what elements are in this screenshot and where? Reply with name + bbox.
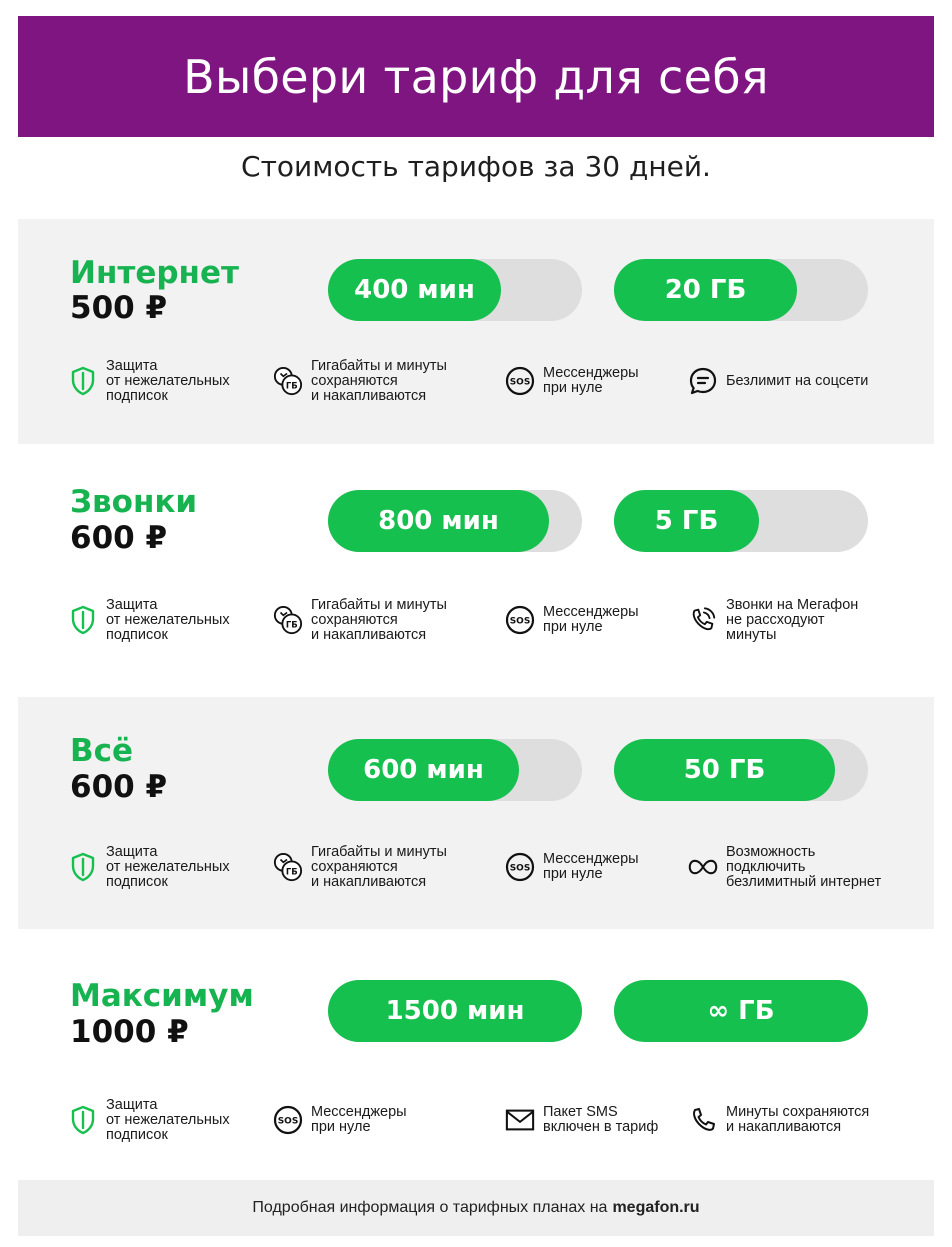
feature-text: Мессенджеры при нуле <box>543 851 639 882</box>
sos-icon <box>505 366 535 396</box>
gb-minutes-icon <box>273 605 303 635</box>
phone-icon <box>688 1105 718 1135</box>
plan-name: Интернет <box>70 255 239 291</box>
plan-card <box>18 697 934 929</box>
svg-text:SOS: SOS <box>509 863 531 874</box>
footer <box>18 1180 934 1236</box>
feature-text: Мессенджеры при нуле <box>543 604 639 635</box>
feature-text: Возможность подключить безлимитный интернет <box>726 843 882 890</box>
sos-icon <box>505 605 535 635</box>
feature-text: Мессенджеры при нуле <box>311 1104 407 1135</box>
minutes-bar <box>328 980 582 1042</box>
envelope-icon <box>505 1105 535 1135</box>
data-bar-fill: 20 ГБ <box>614 259 797 321</box>
feature-item <box>688 590 928 650</box>
feature-item <box>273 837 498 897</box>
minutes-bar <box>328 490 582 552</box>
shield-icon <box>68 605 98 635</box>
feature-item <box>505 590 685 650</box>
feature-item <box>68 590 268 650</box>
data-bar <box>614 980 868 1042</box>
plan-price: 600 ₽ <box>70 520 168 556</box>
shield-icon <box>68 1105 98 1135</box>
feature-item <box>505 351 685 411</box>
minutes-bar-fill: 400 мин <box>328 259 501 321</box>
feature-text: Звонки на Мегафон не рассходуют минуты <box>726 596 859 643</box>
minutes-bar <box>328 739 582 801</box>
gb-minutes-icon <box>273 366 303 396</box>
svg-text:ГБ: ГБ <box>285 380 298 391</box>
feature-item <box>505 837 685 897</box>
feature-text: Защита от нежелательных подписок <box>106 1096 230 1143</box>
plan-name: Максимум <box>70 978 254 1014</box>
header-banner <box>18 16 934 137</box>
feature-item <box>505 1090 685 1150</box>
plan-name: Всё <box>70 733 134 769</box>
plan-card <box>18 940 934 1176</box>
subtitle: Стоимость тарифов за 30 дней. <box>241 150 711 183</box>
minutes-bar-fill: 600 мин <box>328 739 519 801</box>
infinity-icon <box>688 852 718 882</box>
gb-minutes-icon <box>273 852 303 882</box>
sos-icon <box>273 1105 303 1135</box>
phone-ringing-icon <box>688 605 718 635</box>
plan-price: 500 ₽ <box>70 290 168 326</box>
chat-bubble-icon <box>688 366 718 396</box>
data-bar <box>614 259 868 321</box>
feature-item <box>273 351 498 411</box>
page-title: Выбери тариф для себя <box>183 49 769 104</box>
feature-text: Безлимит на соцсети <box>726 372 869 389</box>
minutes-bar-fill: 1500 мин <box>328 980 582 1042</box>
feature-text: Защита от нежелательных подписок <box>106 843 230 890</box>
feature-item <box>273 590 498 650</box>
svg-text:SOS: SOS <box>509 616 531 627</box>
feature-item <box>68 837 268 897</box>
plan-card <box>18 219 934 444</box>
minutes-bar-fill: 800 мин <box>328 490 549 552</box>
svg-text:ГБ: ГБ <box>285 866 298 877</box>
data-bar-fill: ∞ ГБ <box>614 980 868 1042</box>
feature-item <box>688 351 928 411</box>
plan-price: 600 ₽ <box>70 769 168 805</box>
data-bar-fill: 5 ГБ <box>614 490 759 552</box>
shield-icon <box>68 852 98 882</box>
feature-item <box>68 1090 268 1150</box>
feature-text: Гигабайты и минуты сохраняются и накапливаются <box>311 357 447 404</box>
sos-icon <box>505 852 535 882</box>
plan-card <box>18 450 934 690</box>
feature-text: Гигабайты и минуты сохраняются и накапливаются <box>311 596 447 643</box>
plan-name: Звонки <box>70 484 198 520</box>
plan-price: 1000 ₽ <box>70 1014 189 1050</box>
data-bar <box>614 490 868 552</box>
feature-item <box>273 1090 498 1150</box>
feature-text: Пакет SMS включен в тариф <box>543 1104 659 1135</box>
feature-item <box>688 1090 928 1150</box>
feature-text: Защита от нежелательных подписок <box>106 596 230 643</box>
feature-text: Гигабайты и минуты сохраняются и накапливаются <box>311 843 447 890</box>
feature-item <box>688 837 928 897</box>
shield-icon <box>68 366 98 396</box>
feature-item <box>68 351 268 411</box>
feature-text: Минуты сохраняются и накапливаются <box>726 1104 870 1135</box>
feature-text: Мессенджеры при нуле <box>543 365 639 396</box>
feature-text: Защита от нежелательных подписок <box>106 357 230 404</box>
svg-text:SOS: SOS <box>277 1116 299 1127</box>
minutes-bar <box>328 259 582 321</box>
svg-text:ГБ: ГБ <box>285 619 298 630</box>
data-bar-fill: 50 ГБ <box>614 739 835 801</box>
footer-text: Подробная информация о тарифных планах на <box>252 1199 608 1216</box>
data-bar <box>614 739 868 801</box>
footer-link[interactable]: megafon.ru <box>612 1199 700 1216</box>
svg-text:SOS: SOS <box>509 377 531 388</box>
